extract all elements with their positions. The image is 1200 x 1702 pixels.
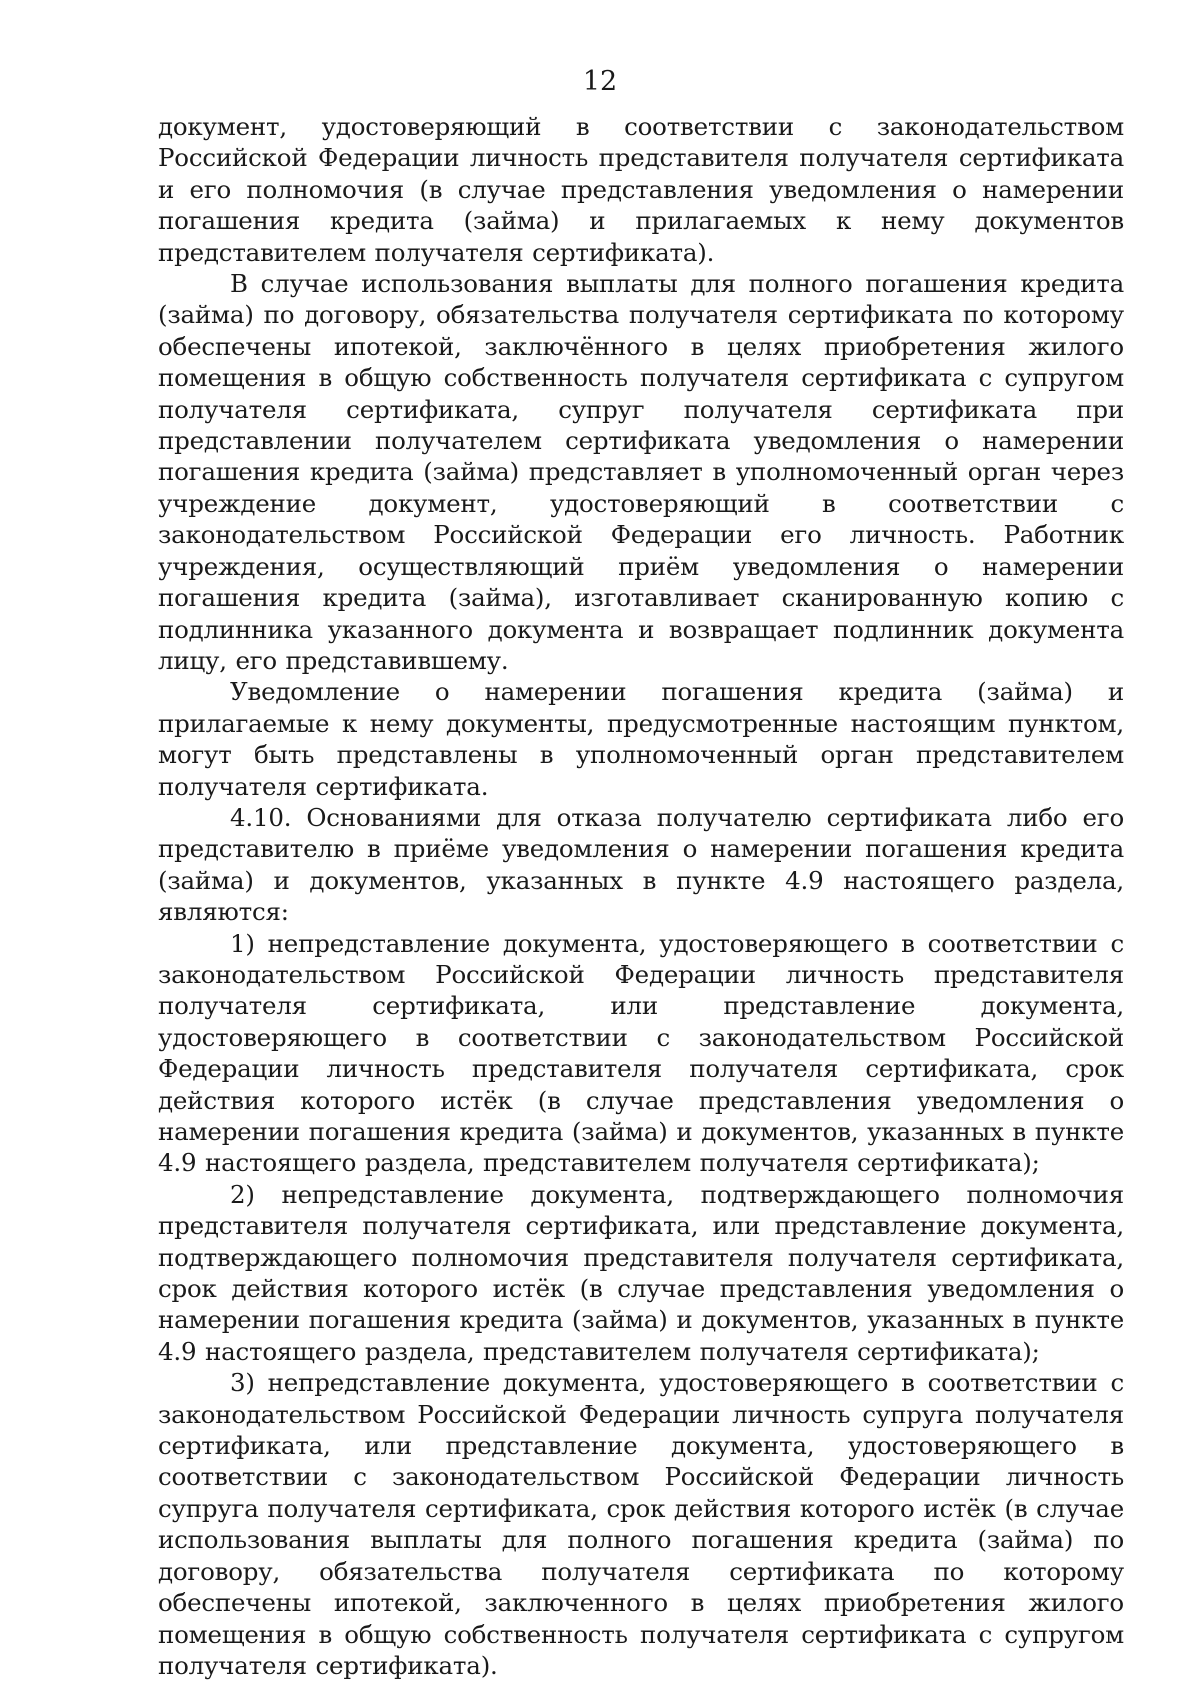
document-body: [158, 111, 1124, 1681]
paragraph-spouse-document: В случае использования выплаты для полного погашения кредита (займа) по договору, обязательства получателя сертификата по которому обеспечены ипотекой, заключённого в целях приобретения жилого помещения в общую собственность получателя сертификата с супругом получателя сертификата, супруг получателя сертификата при представлении получателем сертификата уведомления о намерении погашения кредита (займа) представляет в уполномоченный орган через учреждение документ, удостоверяющий в соответствии с законодательством Российской Федерации его личность. Работник учреждения, осуществляющий приём уведомления о намерении погашения кредита (займа), изготавливает сканированную копию с подлинника указанного документа и возвращает подлинник документа лицу, его представившему.: [158, 269, 1124, 675]
paragraph-refusal-item-1: 1) непредставление документа, удостоверяющего в соответствии с законодательством Российской Федерации личность представителя получателя сертификата, или представление документа, удостоверяющего в соответствии с законодательством Российской Федерации личность представителя получателя сертификата, срок действия которого истёк (в случае представления уведомления о намерении погашения кредита (займа) и документов, указанных в пункте 4.9 настоящего раздела, представителем получателя сертификата);: [158, 928, 1124, 1178]
page-number: 12: [582, 66, 618, 97]
paragraph-refusal-item-3: 3) непредставление документа, удостоверяющего в соответствии с законодательством Российской Федерации личность супруга получателя сертификата, или представление документа, удостоверяющего в соответствии с законодательством Российской Федерации личность супруга получателя сертификата, срок действия которого истёк (в случае использования выплаты для полного погашения кредита (займа) по договору, обязательства получателя сертификата по которому обеспечены ипотекой, заключенного в целях приобретения жилого помещения в общую собственность получателя сертификата с супругом получателя сертификата).: [158, 1368, 1124, 1680]
paragraph-representative-submission: Уведомление о намерении погашения кредита (займа) и прилагаемые к нему документы, предусмотренные настоящим пунктом, могут быть представлены в уполномоченный орган представителем получателя сертификата.: [158, 677, 1124, 801]
paragraph-refusal-item-2: 2) непредставление документа, подтверждающего полномочия представителя получателя сертификата, или представление документа, подтверждающего полномочия представителя получателя сертификата, срок действия которого истёк (в случае представления уведомления о намерении погашения кредита (займа) и документов, указанных в пункте 4.9 настоящего раздела, представителем получателя сертификата);: [158, 1179, 1124, 1366]
paragraph-continuation: документ, удостоверяющий в соответствии с законодательством Российской Федерации личность представителя получателя сертификата и его полномочия (в случае представления уведомления о намерении погашения кредита (займа) и прилагаемых к нему документов представителем получателя сертификата).: [158, 112, 1124, 267]
paragraph-clause-4-10: 4.10. Основаниями для отказа получателю сертификата либо его представителю в приёме уведомления о намерении погашения кредита (займа) и документов, указанных в пункте 4.9 настоящего раздела, являются:: [158, 802, 1124, 927]
